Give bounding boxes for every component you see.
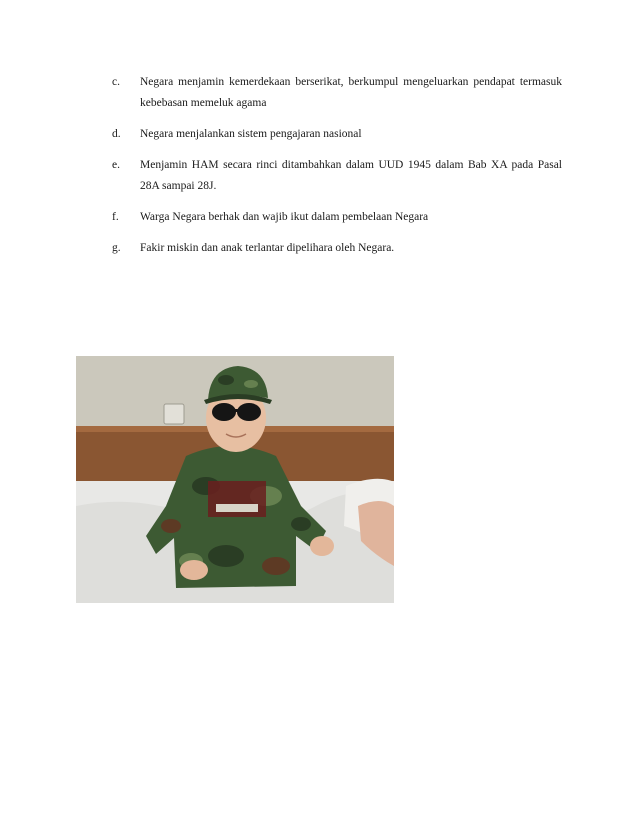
list-item xyxy=(112,72,562,114)
photo-illustration xyxy=(76,356,394,603)
point-list xyxy=(112,72,562,269)
list-item-letter: f. xyxy=(112,211,119,223)
list-item-text: Fakir miskin dan anak terlantar dipelihara oleh Negara. xyxy=(140,242,395,254)
list-item-text: Negara menjalankan sistem pengajaran nasional xyxy=(140,128,362,140)
list-item-letter: e. xyxy=(112,159,120,171)
photo-child-camouflage xyxy=(76,356,394,603)
list-item xyxy=(112,124,562,145)
list-item-text: Menjamin HAM secara rinci ditambahkan dalam UUD 1945 dalam Bab XA pada Pasal 28A sampai 28J. xyxy=(140,159,562,192)
list-item-text: Warga Negara berhak dan wajib ikut dalam pembelaan Negara xyxy=(140,211,429,223)
list-item xyxy=(112,238,562,259)
list-item xyxy=(112,155,562,197)
list-item-text: Negara menjamin kemerdekaan berserikat, berkumpul mengeluarkan pendapat termasuk kebebasan memeluk agama xyxy=(140,76,562,109)
list-item-letter: d. xyxy=(112,128,121,140)
list-item-letter: g. xyxy=(112,242,121,254)
hand-right xyxy=(310,536,334,556)
hand-left xyxy=(180,560,208,580)
sunglasses-icon xyxy=(212,403,236,421)
list-item xyxy=(112,207,562,228)
wall-outlet-icon xyxy=(164,404,184,424)
list-item-letter: c. xyxy=(112,76,120,88)
